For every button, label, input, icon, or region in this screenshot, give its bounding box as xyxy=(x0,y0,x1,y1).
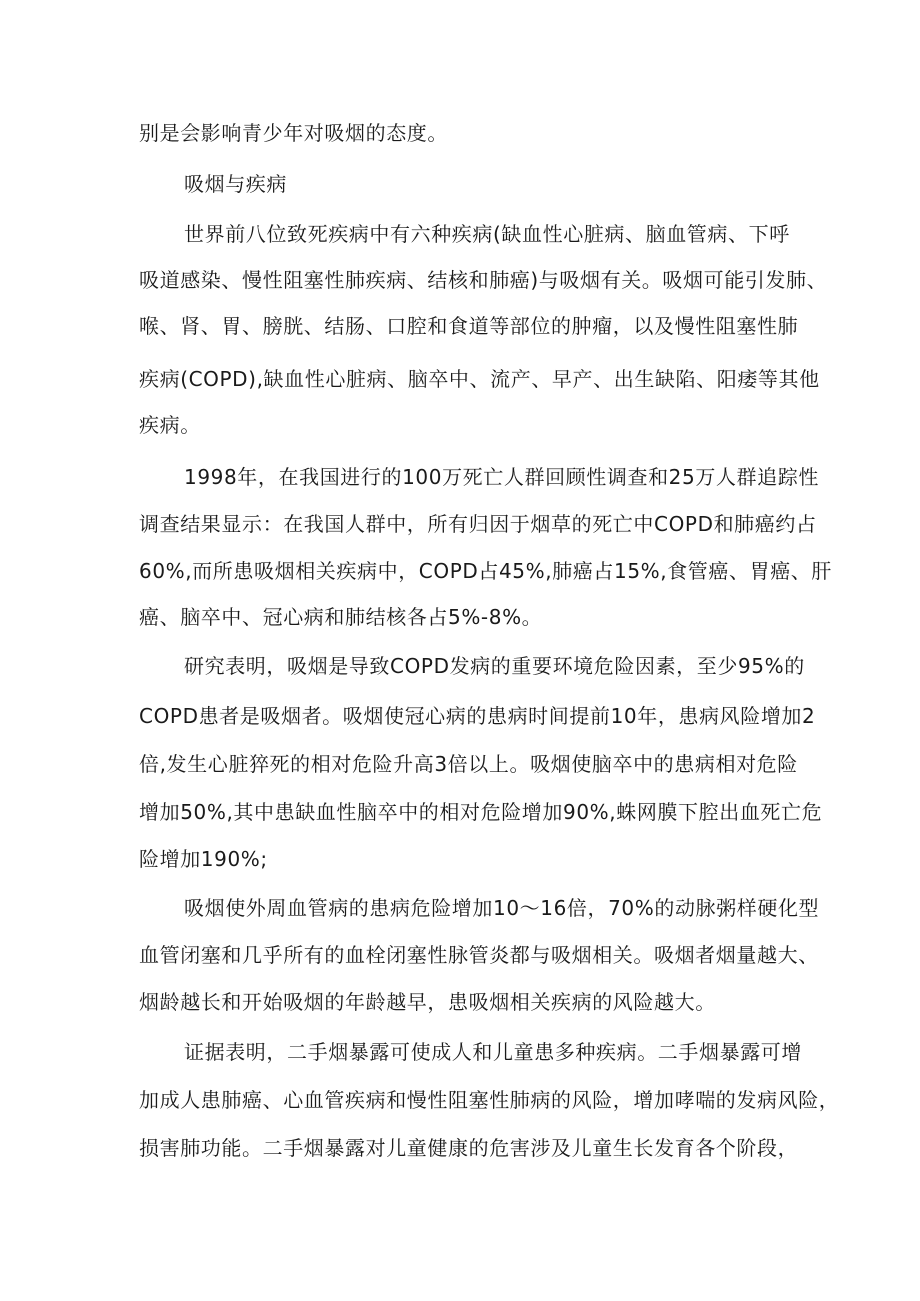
text-line: 1998年，在我国进行的100万死亡人群回顾性调查和25万人群追踪性 xyxy=(184,465,819,489)
text-line: 证据表明，二手烟暴露可使成人和儿童患多种疾病。二手烟暴露可增 xyxy=(184,1040,802,1064)
text-line: 倍,发生心脏猝死的相对危险升高3倍以上。吸烟使脑卒中的患病相对危险 xyxy=(139,752,798,776)
text-line: 增加50%,其中患缺血性脑卒中的相对危险增加90%,蛛网膜下腔出血死亡危 xyxy=(139,800,823,824)
text-line: 癌、脑卒中、冠心病和肺结核各占5%-8%。 xyxy=(139,605,543,629)
text-line: 疾病。 xyxy=(139,413,201,437)
text-line: 研究表明，吸烟是导致COPD发病的重要环境危险因素，至少95%的 xyxy=(184,654,805,678)
text-line: 60%,而所患吸烟相关疾病中，COPD占45%,肺癌占15%,食管癌、胃癌、肝 xyxy=(139,559,832,583)
text-line: 疾病(COPD),缺血性心脏病、脑卒中、流产、早产、出生缺陷、阳痿等其他 xyxy=(139,367,820,391)
text-line: 加成人患肺癌、心血管疾病和慢性阻塞性肺病的风险，增加哮喘的发病风险， xyxy=(139,1088,840,1112)
section-heading: 吸烟与疾病 xyxy=(184,172,287,196)
text-line: 吸烟使外周血管病的患病危险增加10〜16倍，70%的动脉粥样硬化型 xyxy=(184,896,820,920)
text-line: 调查结果显示：在我国人群中，所有归因于烟草的死亡中COPD和肺癌约占 xyxy=(139,512,817,536)
text-line: 损害肺功能。二手烟暴露对儿童健康的危害涉及儿童生长发育各个阶段， xyxy=(139,1136,799,1160)
text-line: 喉、肾、胃、膀胱、结肠、口腔和食道等部位的肿瘤，以及慢性阻塞性肺 xyxy=(139,314,799,338)
text-line: 烟龄越长和开始吸烟的年龄越早，患吸烟相关疾病的风险越大。 xyxy=(139,990,716,1014)
text-line: 险增加190%; xyxy=(139,847,268,871)
text-line: COPD患者是吸烟者。吸烟使冠心病的患病时间提前10年，患病风险增加2 xyxy=(139,704,816,728)
text-line: 血管闭塞和几乎所有的血栓闭塞性脉管炎都与吸烟相关。吸烟者烟量越大、 xyxy=(139,943,819,967)
text-line: 吸道感染、慢性阻塞性肺疾病、结核和肺癌)与吸烟有关。吸烟可能引发肺、 xyxy=(139,268,828,292)
text-line: 别是会影响青少年对吸烟的态度。 xyxy=(139,121,448,145)
text-line: 世界前八位致死疾病中有六种疾病(缺血性心脏病、脑血管病、下呼 xyxy=(184,222,790,246)
